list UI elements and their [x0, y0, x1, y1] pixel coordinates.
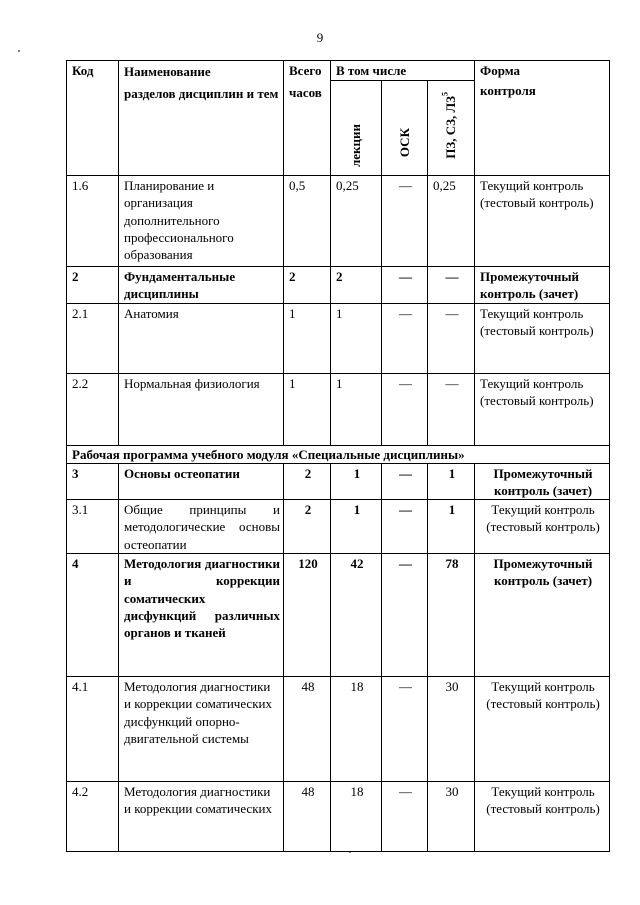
table-row [67, 373, 610, 445]
cell-total: 2 [284, 463, 331, 500]
page-number: 9 [316, 30, 324, 45]
cell-control: Промежуточный контроль (зачет) [475, 554, 610, 677]
header-control: Форма контроля [475, 61, 610, 176]
cell-total: 1 [284, 303, 331, 373]
cell-practice: — [428, 373, 475, 445]
table-row [67, 303, 610, 373]
cell-name: Методология диагностики и коррекции соматических [119, 782, 284, 852]
cell-practice: — [428, 267, 475, 304]
cell-practice: 1 [428, 500, 475, 554]
cell-practice: 0,25 [428, 176, 475, 267]
cell-practice: 1 [428, 463, 475, 500]
header-code: Код [67, 61, 119, 176]
cell-code: 4 [67, 554, 119, 677]
cell-code: 3 [67, 463, 119, 500]
cell-osk: — [382, 677, 428, 782]
cell-practice: — [428, 303, 475, 373]
cell-control: Текущий контроль (тестовый контроль) [475, 303, 610, 373]
cell-osk: — [382, 782, 428, 852]
cell-code: 4.1 [67, 677, 119, 782]
cell-control: Промежуточный контроль (зачет) [475, 267, 610, 304]
cell-total: 2 [284, 500, 331, 554]
cell-lectures: 1 [331, 500, 382, 554]
header-name: Наименование разделов дисциплин и тем [119, 61, 284, 176]
cell-name: Анатомия [119, 303, 284, 373]
cell-control: Промежуточный контроль (зачет) [475, 463, 610, 500]
cell-total: 1 [284, 373, 331, 445]
header-lectures: лекции [331, 81, 382, 176]
cell-lectures: 42 [331, 554, 382, 677]
cell-control: Текущий контроль (тестовый контроль) [475, 373, 610, 445]
cell-osk: — [382, 373, 428, 445]
section-row [67, 445, 610, 463]
curriculum-table [66, 60, 610, 852]
header-osk: ОСК [382, 81, 428, 176]
cell-control: Текущий контроль (тестовый контроль) [475, 500, 610, 554]
table-row [67, 463, 610, 500]
table-row [67, 677, 610, 782]
cell-control: Текущий контроль (тестовый контроль) [475, 176, 610, 267]
cell-name: Основы остеопатии [119, 463, 284, 500]
cell-practice: 78 [428, 554, 475, 677]
cell-osk: — [382, 463, 428, 500]
cell-lectures: 18 [331, 782, 382, 852]
table-row [67, 554, 610, 677]
cell-osk: — [382, 176, 428, 267]
cell-osk: — [382, 267, 428, 304]
cell-total: 0,5 [284, 176, 331, 267]
cell-name: Нормальная физиология [119, 373, 284, 445]
cell-control: Текущий контроль (тестовый контроль) [475, 677, 610, 782]
cell-osk: — [382, 500, 428, 554]
cell-lectures: 2 [331, 267, 382, 304]
table-row [67, 176, 610, 267]
cell-total: 48 [284, 677, 331, 782]
cell-code: 4.2 [67, 782, 119, 852]
cell-code: 2 [67, 267, 119, 304]
cell-lectures: 1 [331, 373, 382, 445]
cell-code: 1.6 [67, 176, 119, 267]
cell-name: Планирование и организация дополнительного профессионального образования [119, 176, 284, 267]
cell-code: 3.1 [67, 500, 119, 554]
header-including: В том числе [331, 61, 475, 81]
cell-total: 2 [284, 267, 331, 304]
cell-name: Фундаментальные дисциплины [119, 267, 284, 304]
cell-lectures: 1 [331, 303, 382, 373]
cell-name: Методология диагностики и коррекции соматических дисфункций опорно-двигательной системы [119, 677, 284, 782]
cell-total: 48 [284, 782, 331, 852]
table-row [67, 500, 610, 554]
cell-lectures: 0,25 [331, 176, 382, 267]
cell-lectures: 1 [331, 463, 382, 500]
table-row [67, 267, 610, 304]
cell-lectures: 18 [331, 677, 382, 782]
table-row [67, 782, 610, 852]
cell-code: 2.1 [67, 303, 119, 373]
table-header-row [67, 61, 610, 81]
cell-code: 2.2 [67, 373, 119, 445]
scan-speck [18, 50, 20, 52]
cell-osk: — [382, 554, 428, 677]
cell-name: Методология диагностики и коррекции соматических дисфункций различных органов и тканей [119, 554, 284, 677]
cell-osk: — [382, 303, 428, 373]
cell-total: 120 [284, 554, 331, 677]
header-practice: ПЗ, СЗ, $ЛЗ^5$ [428, 81, 475, 176]
cell-practice: 30 [428, 677, 475, 782]
cell-control: Текущий контроль (тестовый контроль) [475, 782, 610, 852]
cell-name: Общие принципы и методологические основы остеопатии [119, 500, 284, 554]
section-title: Рабочая программа учебного модуля «Специальные дисциплины» [67, 445, 610, 463]
cell-practice: 30 [428, 782, 475, 852]
header-total: Всего часов [284, 61, 331, 176]
